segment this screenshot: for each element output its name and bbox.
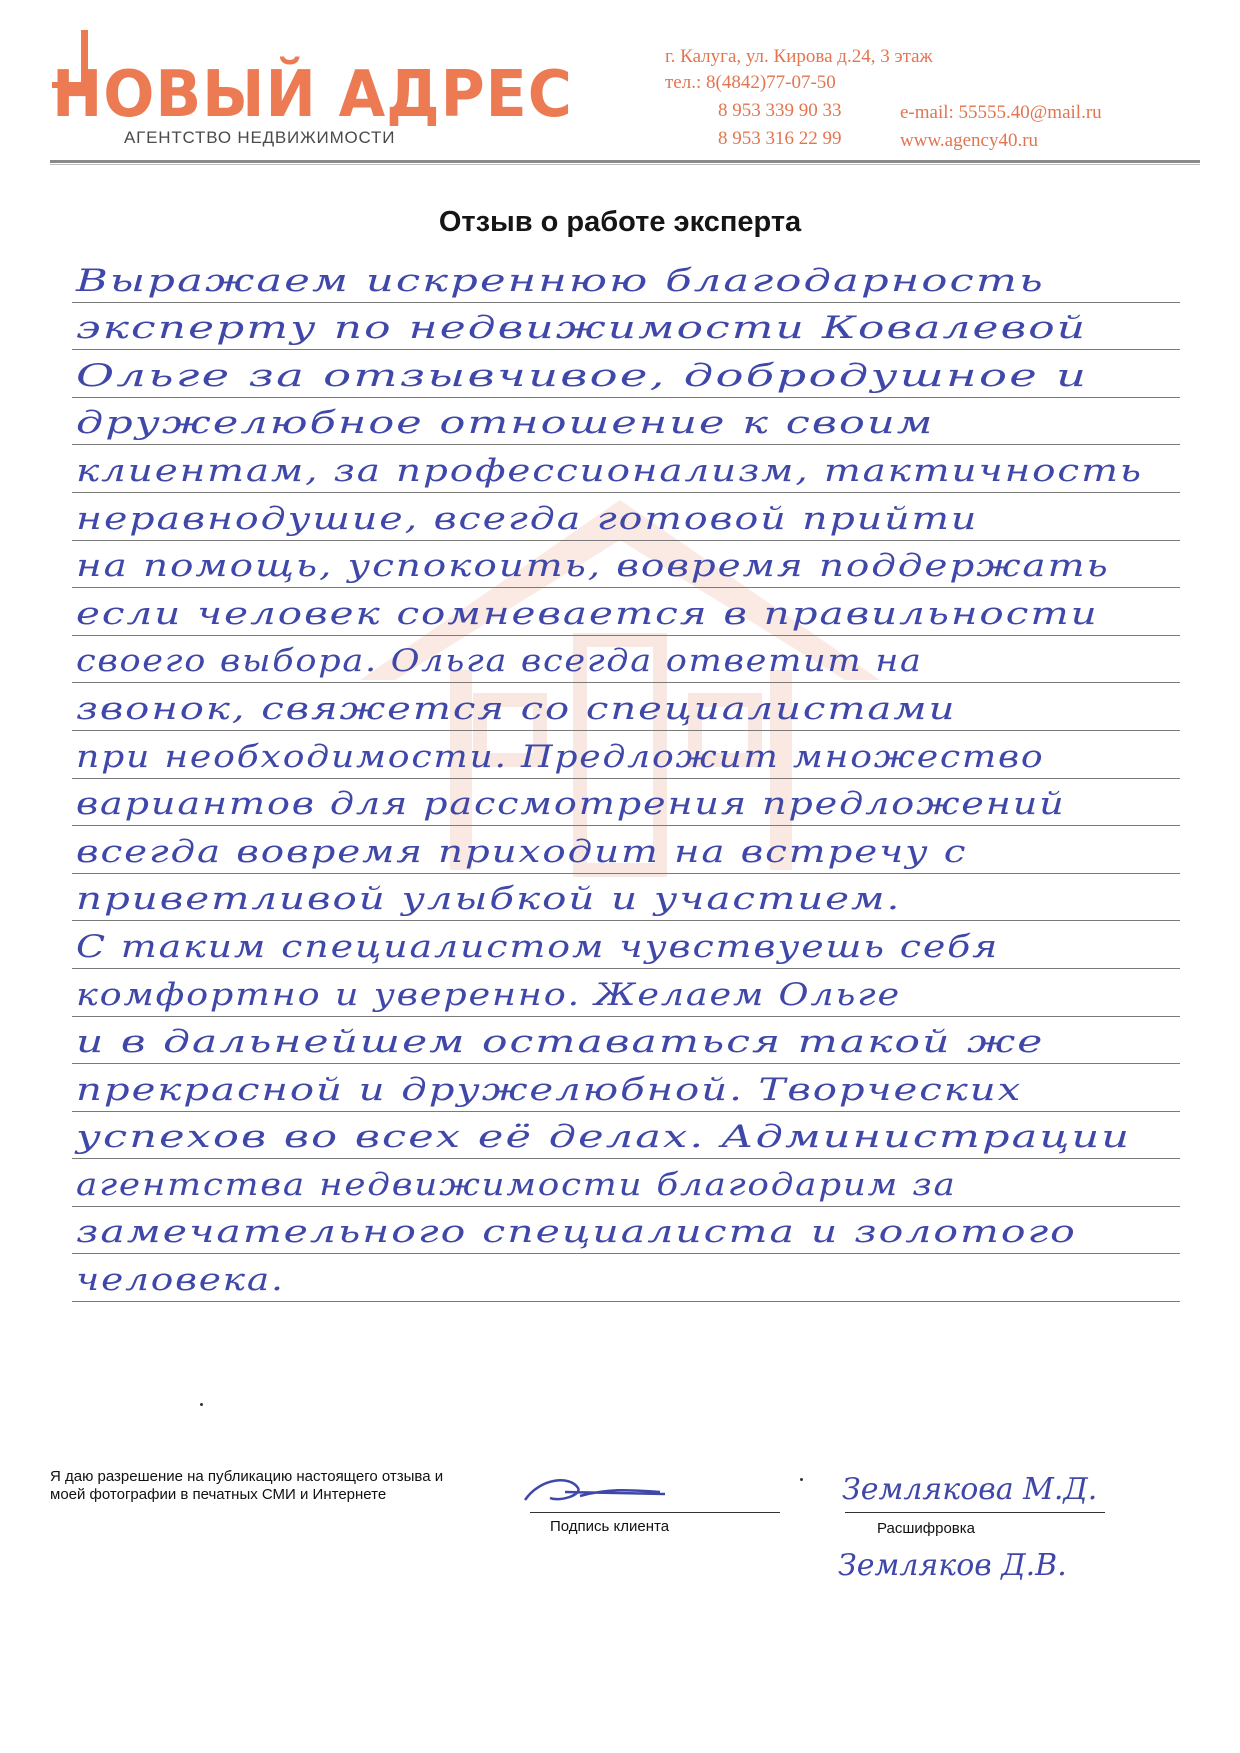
- handwritten-text: звонок, свяжется со специалистами: [76, 690, 957, 727]
- logo-tagline: АГЕНТСТВО НЕДВИЖИМОСТИ: [124, 128, 396, 147]
- handwritten-text: всегда вовремя приходит на встречу с: [76, 833, 968, 870]
- handwritten-review: [72, 255, 1180, 1302]
- handwritten-text: и в дальнейшем оставаться такой же: [76, 1024, 1045, 1061]
- review-line: [72, 1159, 1180, 1207]
- scan-speck: [200, 1403, 203, 1406]
- handwritten-text: вариантов для рассмотрения предложений: [76, 786, 1066, 823]
- handwritten-text: если человек сомневается в правильности: [76, 595, 1099, 632]
- signature-line: [530, 1512, 780, 1513]
- client-signature-icon: [520, 1470, 670, 1510]
- phone-main: тел.: 8(4842)77-07-50: [665, 72, 836, 93]
- decoded-name: Землякова М.Д.: [842, 1472, 1098, 1507]
- scan-speck: [800, 1478, 803, 1481]
- phone-mobile-1: 8 953 339 90 33: [718, 100, 842, 121]
- review-line: [72, 1064, 1180, 1112]
- review-line: [72, 541, 1180, 589]
- review-line: [72, 874, 1180, 922]
- handwritten-text: замечательного специалиста и золотого: [76, 1214, 1077, 1251]
- handwritten-text: эксперту по недвижимости Ковалевой: [76, 310, 1088, 347]
- handwritten-text: прекрасной и дружелюбной. Творческих: [76, 1071, 1023, 1108]
- decoding-line: [845, 1512, 1105, 1513]
- review-line: [72, 731, 1180, 779]
- handwritten-text: приветливой улыбкой и участием.: [76, 881, 902, 918]
- review-line: [72, 1017, 1180, 1065]
- page-title: Отзыв о работе эксперта: [438, 206, 802, 238]
- review-line: [72, 1112, 1180, 1160]
- handwritten-text: неравнодушие, всегда готовой прийти: [76, 500, 979, 537]
- header-divider-thin: [50, 164, 1200, 165]
- handwritten-text: клиентам, за профессионализм, тактичность: [76, 452, 1143, 489]
- website: www.agency40.ru: [900, 130, 1039, 151]
- handwritten-text: агентства недвижимости благодарим за: [76, 1166, 957, 1203]
- header-divider: [50, 160, 1200, 163]
- handwritten-text: Выражаем искреннюю благодарность: [76, 262, 1045, 299]
- review-line: [72, 779, 1180, 827]
- handwritten-text: дружелюбное отношение к своим: [76, 405, 935, 442]
- email: e-mail: 55555.40@mail.ru: [900, 102, 1102, 123]
- review-line: [72, 826, 1180, 874]
- review-line: [72, 350, 1180, 398]
- publication-consent: Я даю разрешение на публикацию настоящего отзыва и моей фотографии в печатных СМИ и Интернете: [50, 1468, 444, 1503]
- review-line: [72, 255, 1180, 303]
- review-line: [72, 636, 1180, 684]
- handwritten-text: комфортно и уверенно. Желаем Ольге: [76, 976, 901, 1013]
- review-line: [72, 969, 1180, 1017]
- review-line: [72, 588, 1180, 636]
- phone-mobile-2: 8 953 316 22 99: [718, 128, 842, 149]
- second-signer-name: Земляков Д.В.: [838, 1548, 1067, 1583]
- signature-label: Подпись клиента: [550, 1518, 670, 1535]
- agency-logo: [52, 30, 622, 150]
- review-line: [72, 1254, 1180, 1302]
- review-line: [72, 1207, 1180, 1255]
- handwritten-text: С таким специалистом чувствуешь себя: [76, 928, 1000, 965]
- review-line: [72, 921, 1180, 969]
- review-line: [72, 683, 1180, 731]
- handwritten-text: своего выбора. Ольга всегда ответит на: [76, 643, 923, 680]
- address: г. Калуга, ул. Кирова д.24, 3 этаж: [665, 46, 933, 67]
- ruled-line: [72, 1301, 1180, 1302]
- review-line: [72, 398, 1180, 446]
- decoding-label: Расшифровка: [877, 1520, 975, 1537]
- review-line: [72, 445, 1180, 493]
- handwritten-text: Ольге за отзывчивое, добродушное и: [76, 357, 1089, 394]
- logo-wordmark: НОВЫЙ АДРЕС: [52, 58, 573, 132]
- handwritten-text: при необходимости. Предложит множество: [76, 738, 1045, 775]
- review-line: [72, 493, 1180, 541]
- handwritten-text: человека.: [76, 1262, 285, 1299]
- review-line: [72, 303, 1180, 351]
- handwritten-text: успехов во всех её делах. Администрации: [76, 1119, 1132, 1156]
- handwritten-text: на помощь, успокоить, вовремя поддержать: [76, 548, 1110, 585]
